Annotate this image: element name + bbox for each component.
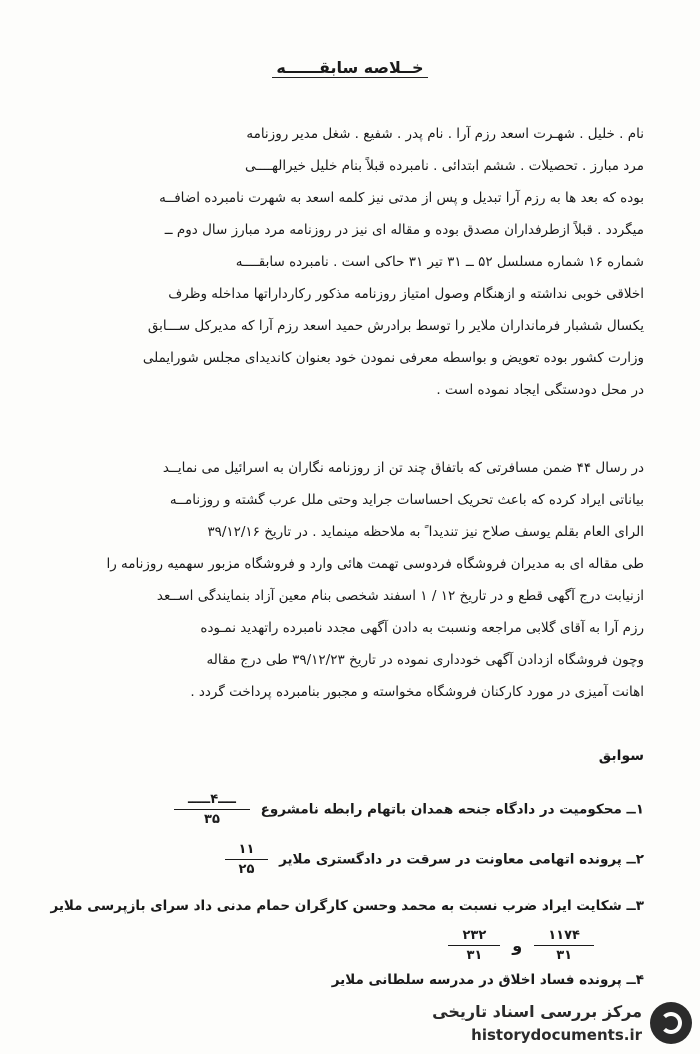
- fraction-denominator: ۳۵: [204, 812, 220, 827]
- paragraph-line: رزم آرا به آقای گلابی مراجعه ونسبت به دادن آگهی مجدد نامبرده راتهدید نمـوده: [200, 620, 644, 636]
- paragraph-line: اهانت آمیزی در مورد کارکنان فروشگاه مخواسته و مجبور بنامبرده پرداخت گردد .: [190, 684, 644, 700]
- watermark: [402, 1000, 692, 1048]
- record-fraction: [448, 928, 500, 963]
- record-item-3: [44, 898, 644, 914]
- paragraph-line: بوده که بعد ها به رزم آرا تبدیل و پس از مدتی نیز کلمه اسعد به شهرت نامبرده اضافــه: [159, 190, 644, 206]
- record-text: ۳ــ شکایت ایراد ضرب نسبت به محمد وحسن کارگران حمام مدنی داد سرای بازپرسی ملایر: [50, 898, 644, 914]
- paragraph-line: الرای العام بقلم یوسف صلاح نیز تندیدا ً به ملاحظه مینماید . در تاریخ ۳۹/۱۲/۱۶: [207, 524, 644, 540]
- paragraph-line: وزارت کشور بوده تعویض و بواسطه معرفی نمودن خود بعنوان کاندیدای مجلس شورایملی: [142, 350, 644, 366]
- paragraph-line: شماره ۱۶ شماره مسلسل ۵۲ ــ ۳۱ تیر ۳۱ حاکی است . نامبرده سابقــــه: [235, 254, 644, 270]
- watermark-url[interactable]: historydocuments.ir: [471, 1026, 642, 1044]
- history-documents-logo-icon: [650, 1002, 692, 1044]
- paragraph-line: یکسال ششبار فرمانداران ملایر را توسط برادرش حمید اسعد رزم آرا که مدیرکل ســـابق: [147, 318, 644, 334]
- record-text: ۱ــ محکومیت در دادگاه جنحه همدان باتهام رابطه نامشروع: [260, 801, 644, 818]
- watermark-persian: مرکز بررسی اسناد تاریخی: [432, 1002, 642, 1021]
- paragraph-line: بیاناتی ایراد کرده که باعث تحریک احساسات جراید وحتی ملل عرب گشته و روزنامــه: [169, 492, 644, 508]
- paragraph-line: طی مقاله ای به مدیران فروشگاه فردوسی تهمت هائی وارد و فروشگاه مزبور سهمیه روزنامه را: [106, 556, 644, 572]
- fraction-denominator: ۳۱: [466, 948, 483, 963]
- record-item-1: [44, 792, 644, 827]
- record-text: ۴ــ پرونده فساد اخلاق در مدرسه سلطانی ملایر: [331, 972, 644, 988]
- document-title: [0, 58, 700, 77]
- paragraph-line: ازنیابت درج آگهی قطع و در تاریخ ۱۲ / ۱ اسفند شخصی بنام معین آزاد بنمایندگی اســعد: [156, 588, 644, 604]
- paragraph-line: در محل دودستگی ایجاد نموده است .: [436, 382, 644, 398]
- paragraph-line: وچون فروشگاه ازدادن آگهی خودداری نموده در تاریخ ۳۹/۱۲/۲۳ طی درج مقاله: [206, 652, 644, 668]
- fraction-denominator: ۲۵: [238, 862, 255, 877]
- record-fraction: [534, 928, 594, 963]
- records-heading: سوابق: [598, 748, 644, 764]
- record-fraction: [225, 842, 269, 877]
- record-fraction: [174, 792, 250, 827]
- paragraph-two: [44, 452, 644, 708]
- fraction-numerator: ــــ۴ـــــ: [174, 792, 250, 810]
- title-text: خــلاصه سابقــــــه: [272, 58, 427, 78]
- paragraph-one: [44, 118, 644, 406]
- record-3-fractions: [400, 928, 600, 963]
- paragraph-line: در رسال ۴۴ ضمن مسافرتی که باتفاق چند تن از روزنامه نگاران به اسرائیل می نمایــد: [162, 460, 644, 476]
- record-item-4: [44, 972, 644, 988]
- fraction-separator: و: [512, 936, 523, 955]
- paragraph-line: اخلاقی خوبی نداشته و ازهنگام وصول امتیاز روزنامه مذکور رکارداراتها مداخله وظرف: [168, 286, 644, 302]
- fraction-denominator: ۳۱: [556, 948, 573, 963]
- paragraph-line: مرد مبارز . تحصیلات . ششم ابتدائی . نامبرده قبلاً بنام خلیل خیرالهــــی: [244, 158, 644, 174]
- record-text: ۲ــ پرونده اتهامی معاونت در سرقت در دادگستری ملایر: [279, 851, 644, 868]
- fraction-numerator: ۲۳۲: [448, 928, 500, 946]
- paragraph-line: نام . خلیل . شهـرت اسعد رزم آرا . نام پدر . شفیع . شغل مدیر روزنامه: [246, 126, 644, 142]
- record-item-2: [44, 842, 644, 877]
- paragraph-line: میگردد . قبلاً ازطرفداران مصدق بوده و مقاله ای نیز در روزنامه مرد مبارز سال دوم ــ: [164, 222, 644, 238]
- fraction-numerator: ۱۱: [225, 842, 269, 860]
- fraction-numerator: ۱۱۷۴: [534, 928, 594, 946]
